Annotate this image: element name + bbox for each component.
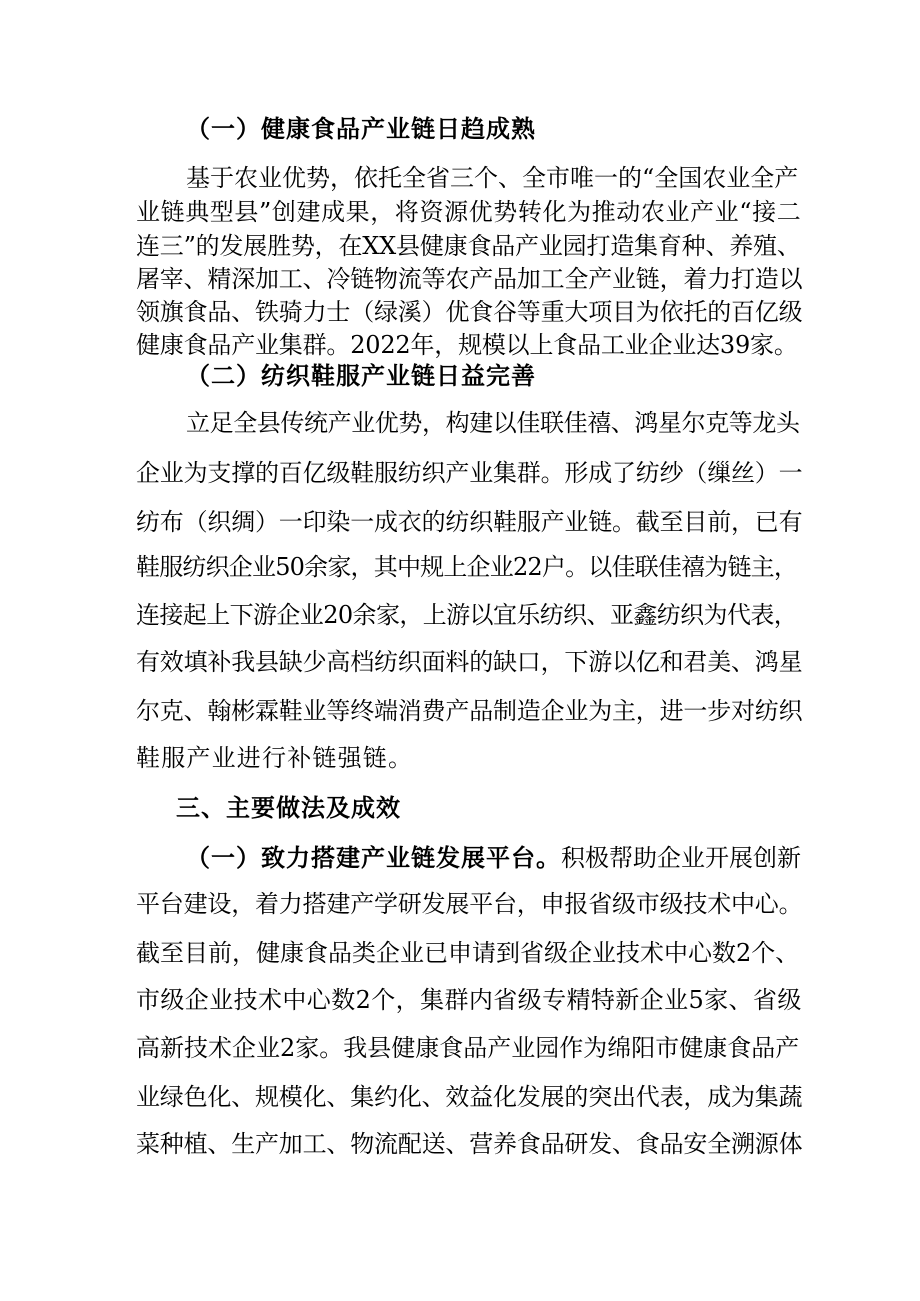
- paragraph-line: 鞋服产业进行补链强链。: [136, 744, 414, 772]
- paragraph-line: 领旗食品、铁骑力士（绿溪）优食谷等重大项目为依托的百亿级: [136, 298, 803, 326]
- paragraph-line: 纺布（织绸）一印染一成衣的纺织鞋服产业链。截至目前，已有: [136, 508, 803, 536]
- paragraph-first-line: [186, 843, 801, 873]
- paragraph-line: 业链典型县”创建成果，将资源优势转化为推动农业产业“接二: [136, 198, 802, 226]
- section-heading-textile: （二）纺织鞋服产业链日益完善: [186, 362, 536, 390]
- section-heading-health-food: （一）健康食品产业链日趋成熟: [186, 115, 536, 143]
- paragraph-line: 基于农业优势，依托全省三个、全市唯一的“全国农业全产: [186, 164, 799, 192]
- paragraph-line: 立足全县传统产业优势，构建以佳联佳禧、鸿星尔克等龙头: [186, 409, 800, 437]
- paragraph-line: 高新技术企业2家。我县健康食品产业园作为绵阳市健康食品产: [136, 1034, 800, 1062]
- paragraph-line: 平台建设，着力搭建产学研发展平台，申报省级市级技术中心。: [136, 890, 803, 918]
- paragraph-line: 连三”的发展胜势，在XX县健康食品产业园打造集育种、养殖、: [136, 232, 801, 260]
- section-heading-main-practices: 三、主要做法及成效: [176, 794, 401, 822]
- paragraph-line: 市级企业技术中心数2个，集群内省级专精特新企业5家、省级: [136, 986, 802, 1014]
- paragraph-line: 菜种植、生产加工、物流配送、营养食品研发、食品安全溯源体: [136, 1130, 803, 1158]
- paragraph-line: 鞋服纺织企业50余家，其中规上企业22户。以佳联佳禧为链主，: [136, 553, 798, 581]
- inline-text: 积极帮助企业开展创新: [561, 844, 801, 872]
- paragraph-line: 有效填补我县缺少高档纺织面料的缺口，下游以亿和君美、鸿星: [136, 648, 803, 676]
- paragraph-line: 连接起上下游企业20余家，上游以宜乐纺织、亚鑫纺织为代表，: [136, 601, 798, 629]
- paragraph-line: 健康食品产业集群。2022年，规模以上食品工业企业达39家。: [136, 331, 798, 359]
- paragraph-line: 屠宰、精深加工、冷链物流等农产品加工全产业链，着力打造以: [136, 265, 803, 293]
- paragraph-line: 截至目前，健康食品类企业已申请到省级企业技术中心数2个、: [136, 939, 800, 967]
- paragraph-line: 尔克、翰彬霖鞋业等终端消费产品制造企业为主，进一步对纺织: [136, 697, 803, 725]
- inline-bold-heading: （一）致力搭建产业链发展平台。: [186, 844, 561, 872]
- paragraph-line: 业绿色化、规模化、集约化、效益化发展的突出代表，成为集蔬: [136, 1083, 803, 1111]
- paragraph-line: 企业为支撑的百亿级鞋服纺织产业集群。形成了纺纱（缫丝）一: [136, 459, 803, 487]
